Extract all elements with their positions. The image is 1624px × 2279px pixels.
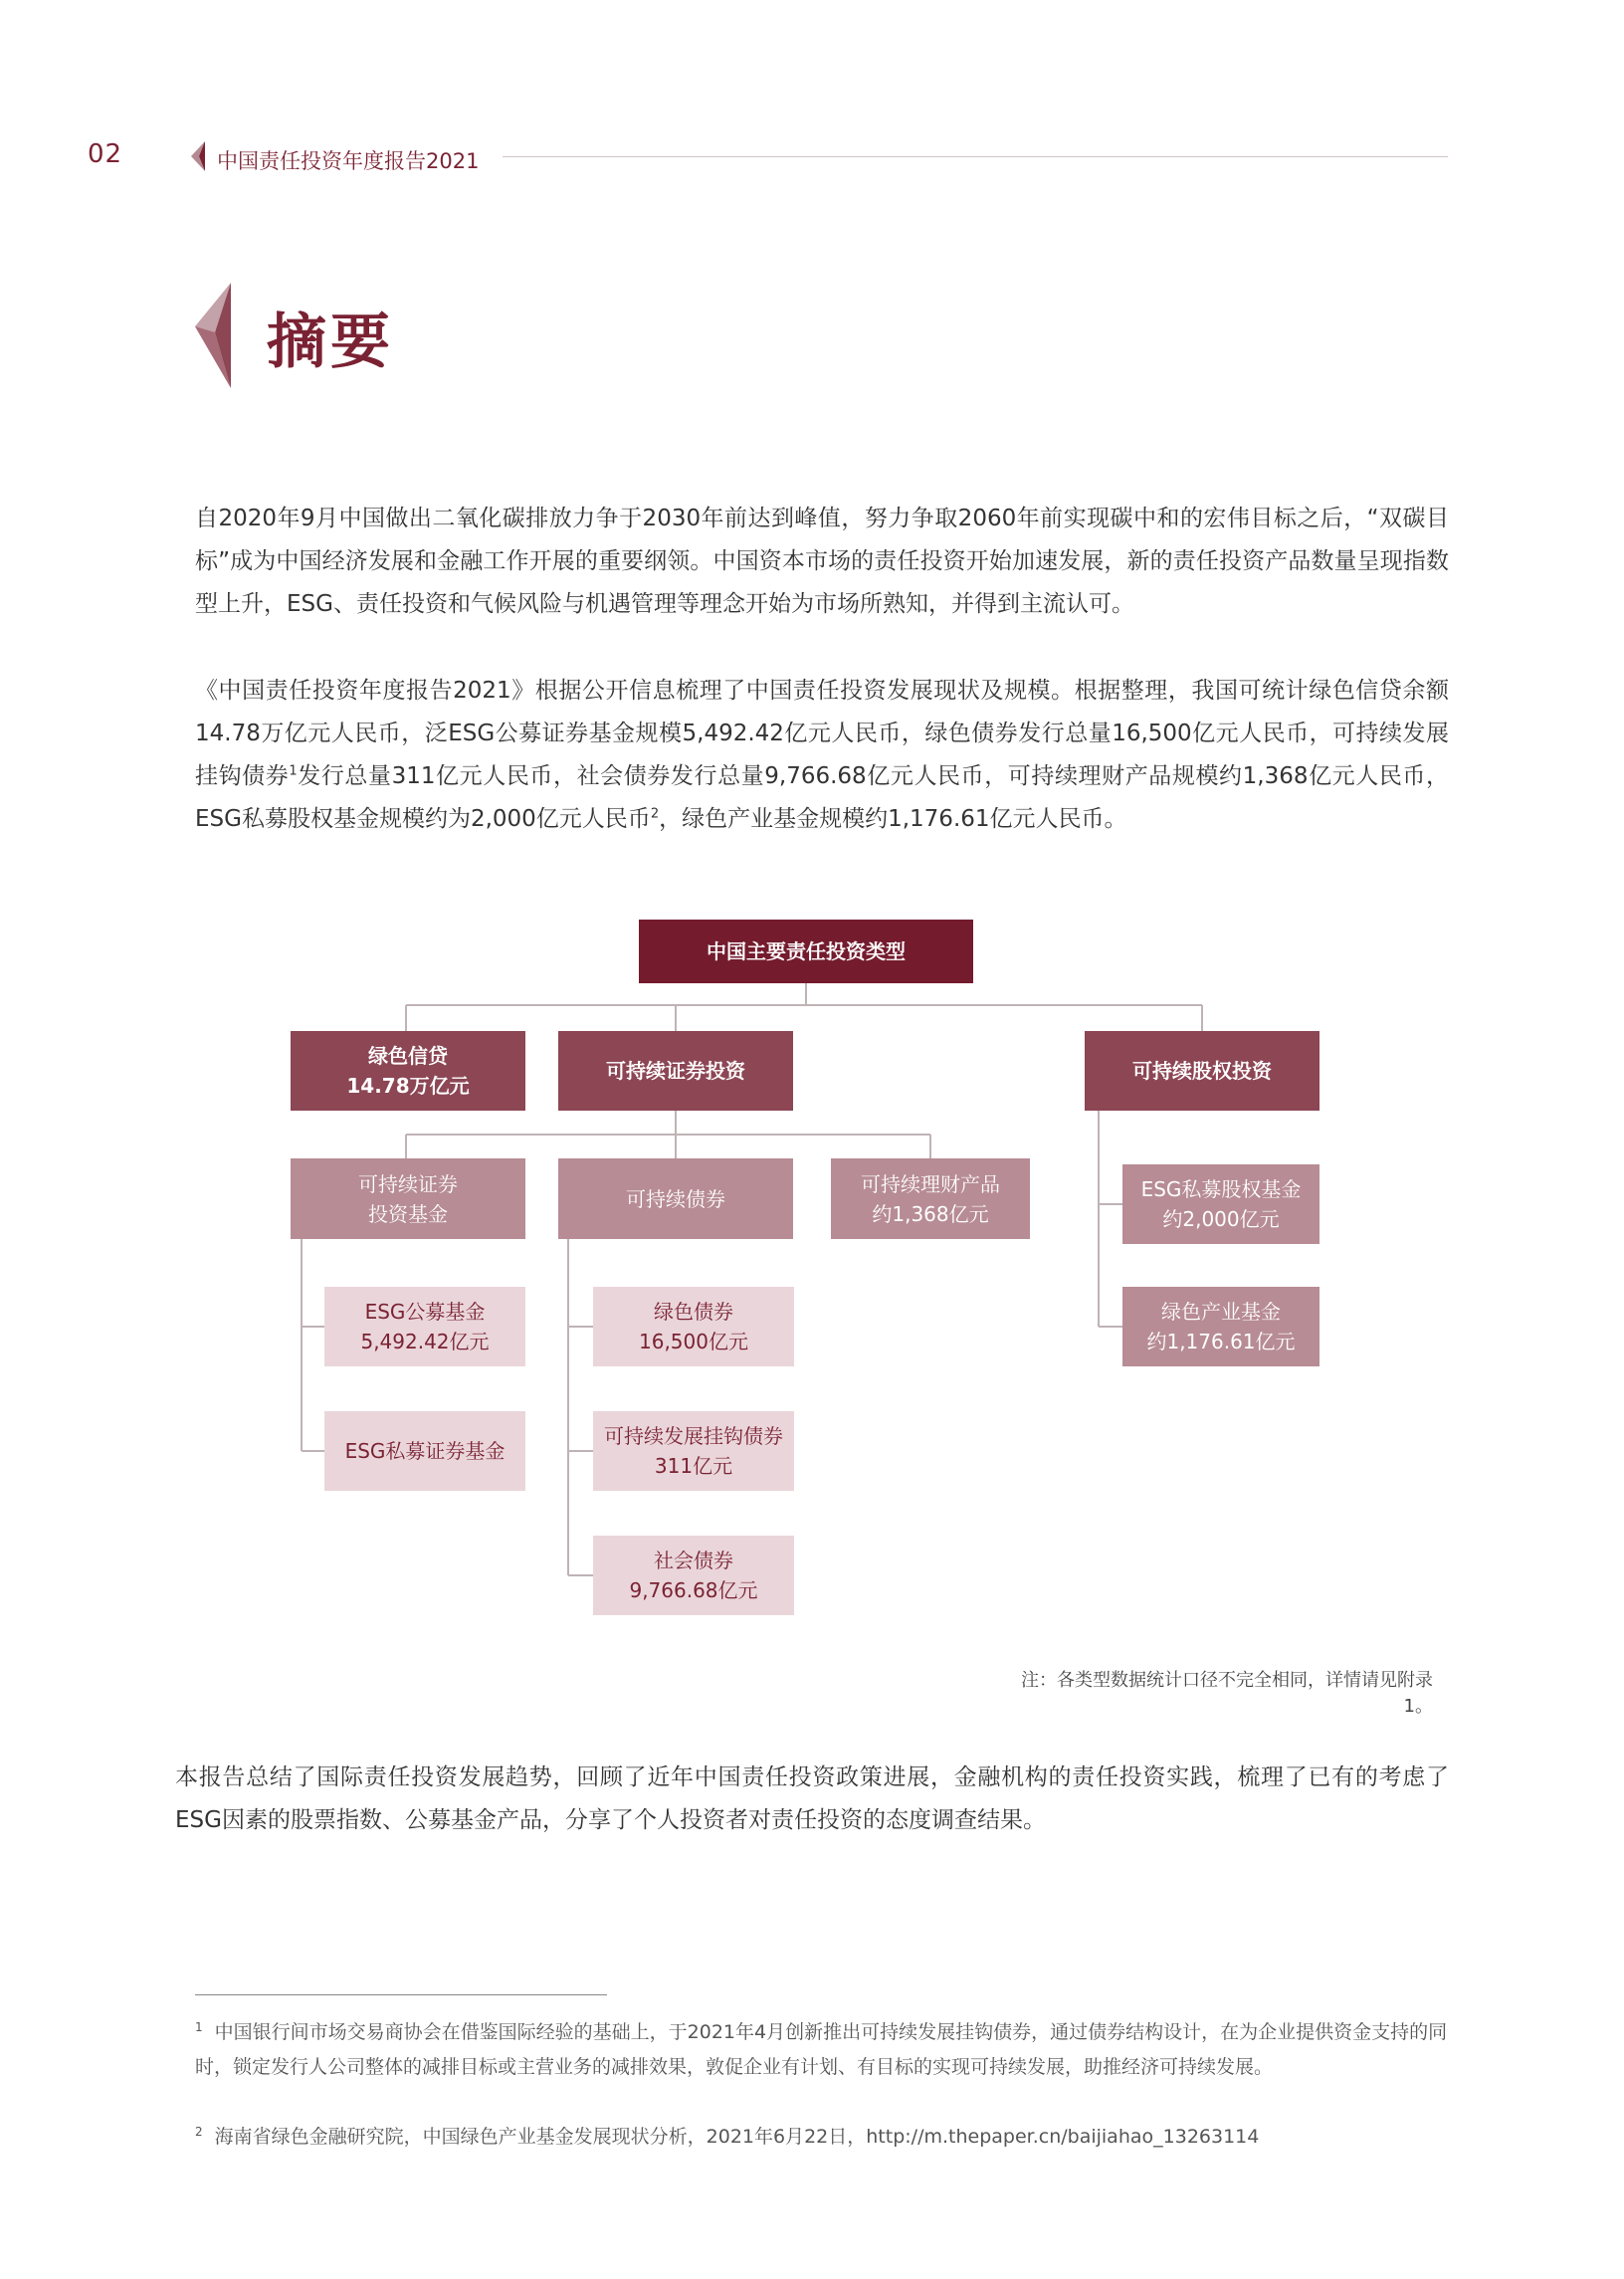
slb-node <box>593 1411 794 1491</box>
scale-paragraph <box>195 670 1449 841</box>
green-bond-node <box>593 1287 794 1366</box>
header-chevron-icon <box>191 141 209 171</box>
green-bond-label: 绿色债券 <box>654 1300 733 1324</box>
social-bond-label: 社会债券 <box>654 1549 733 1572</box>
footnote-1 <box>195 2015 1449 2085</box>
green-industry-fund-value: 约1,176.61亿元 <box>1146 1330 1296 1353</box>
esg-public-fund-node <box>324 1287 525 1366</box>
footnote-2-text[interactable]: 海南省绿色金融研究院，中国绿色产业基金发展现状分析，2021年6月22日，http://m.thepaper.cn/baijiahao_13263114 <box>214 2126 1260 2148</box>
green-credit-node <box>291 1031 525 1111</box>
summary-paragraph: 本报告总结了国际责任投资发展趋势，回顾了近年中国责任投资政策进展，金融机构的责任投资实践，梳理了已有的考虑了ESG因素的股票指数、公募基金产品，分享了个人投资者对责任投资的态度调查结果。 <box>175 1764 1449 1833</box>
footnote-2-number: 2 <box>195 2124 203 2139</box>
footnote-ref-2[interactable]: 2 <box>650 806 660 822</box>
green-bond-value: 16,500亿元 <box>639 1330 748 1353</box>
root-node: 中国主要责任投资类型 <box>639 920 973 983</box>
securities-fund-line2: 投资基金 <box>368 1201 448 1226</box>
header-divider <box>503 156 1448 157</box>
footnote-1-text: 中国银行间市场交易商协会在借鉴国际经验的基础上，于2021年4月创新推出可持续发展挂钩债券，通过债券结构设计，在为企业提供资金支持的同时，锁定发行人公司整体的减排目标或主营业务的减排效果，敦促企业有计划、有目标的实现可持续发展，助推经济可持续发展。 <box>195 2021 1448 2078</box>
social-bond-value: 9,766.68亿元 <box>629 1578 758 1602</box>
slb-value: 311亿元 <box>654 1454 733 1478</box>
slb-label: 可持续发展挂钩债券 <box>604 1424 783 1448</box>
esg-public-fund-value: 5,492.42亿元 <box>360 1330 490 1353</box>
scale-text-a: 《中国责任投资年度报告2021》根据公开信息梳理了中国责任投资发展现状及规模。根据整理，我国可统计绿色信贷余额14.78万亿元人民币，泛ESG公募证券基金规模5,492.42亿元人民币，绿色债券发行总量16,500亿元人民币，可持续发展挂钩债券 <box>195 678 1449 789</box>
wealth-products-label: 可持续理财产品 <box>861 1171 1000 1196</box>
wealth-products-node <box>831 1158 1030 1239</box>
esg-public-fund-label: ESG公募基金 <box>364 1300 486 1324</box>
scale-text-b: 发行总量311亿元人民币，社会债券发行总量9,766.68亿元人民币，可持续理财产品规模约1,368亿元人民币，ESG私募股权基金规模约为2,000亿元人民币 <box>195 763 1450 832</box>
esg-pe-fund-label: ESG私募股权基金 <box>1140 1177 1302 1201</box>
social-bond-node <box>593 1536 794 1615</box>
investment-types-chart <box>289 914 1343 1630</box>
esg-private-fund-node: ESG私募证券基金 <box>324 1411 525 1491</box>
chart-connectors <box>289 914 1343 1630</box>
sustainable-securities-node: 可持续证券投资 <box>558 1031 793 1111</box>
chart-note: 注：各类型数据统计口径不完全相同，详情请见附录1。 <box>1021 1670 1433 1717</box>
page-number: 02 <box>88 139 123 169</box>
scale-text-c: ，绿色产业基金规模约1,176.61亿元人民币。 <box>659 806 1127 832</box>
esg-pe-fund-value: 约2,000亿元 <box>1162 1207 1280 1231</box>
sustainable-equity-node: 可持续股权投资 <box>1085 1031 1320 1111</box>
footnote-ref-1[interactable]: 1 <box>289 763 298 779</box>
securities-fund-node <box>291 1158 525 1239</box>
green-credit-label: 绿色信贷 <box>368 1044 448 1068</box>
report-title: 中国责任投资年度报告2021 <box>217 149 480 173</box>
green-industry-fund-label: 绿色产业基金 <box>1161 1300 1281 1324</box>
green-industry-fund-node <box>1122 1287 1320 1366</box>
section-chevron-icon <box>195 283 233 388</box>
footnote-2 <box>195 2120 1449 2155</box>
sustainable-bonds-node: 可持续债券 <box>558 1158 793 1239</box>
securities-fund-line1: 可持续证券 <box>358 1171 458 1196</box>
esg-pe-fund-node <box>1122 1164 1320 1244</box>
footnote-divider <box>195 1994 607 1995</box>
green-credit-value: 14.78万亿元 <box>346 1074 470 1098</box>
intro-paragraph: 自2020年9月中国做出二氧化碳排放力争于2030年前达到峰值，努力争取2060年前实现碳中和的宏伟目标之后，“双碳目标”成为中国经济发展和金融工作开展的重要纲领。中国资本市场的责任投资开始加速发展，新的责任投资产品数量呈现指数型上升，ESG、责任投资和气候风险与机遇管理等理念开始为市场所熟知，并得到主流认可。 <box>195 506 1449 617</box>
wealth-products-value: 约1,368亿元 <box>872 1201 989 1226</box>
footnote-1-number: 1 <box>195 2019 203 2034</box>
section-title: 摘要 <box>267 308 394 377</box>
